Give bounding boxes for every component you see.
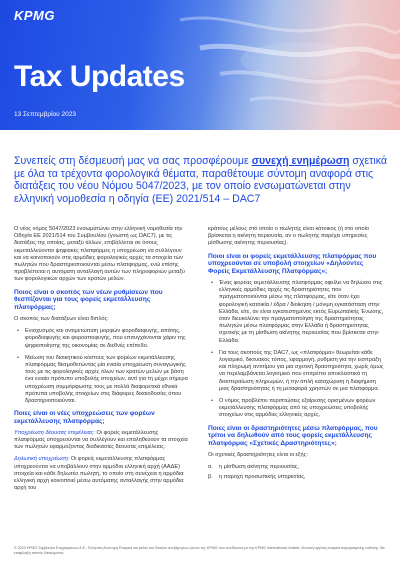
bullet-icon: • — [17, 328, 19, 335]
due-diligence-text: Οι φορείς εκμετάλλευσης πλατφόρμας υποχρεούνται να συλλέγουν και επαληθεύουν τα στοιχεία των πωλητών εφαρμόζοντας διαδικασίες δέουσας επιμέλειας. — [14, 429, 188, 451]
obligations-heading: Ποιες είναι οι νέες υποχρεώσεις των φορέων εκμετάλλευσης πλατφόρμας; — [14, 410, 155, 426]
purpose-intro: Ο σκοπός των διατάξεων είναι διπλός: — [14, 316, 109, 323]
kpmg-logo: KPMG — [14, 8, 55, 23]
list-item — [208, 474, 384, 481]
lead-text-start: Συνεπείς στη δέσμευσή μας να σας προσφέρουμε — [14, 155, 252, 167]
purpose-heading: Ποιος είναι ο σκοπός των νέων ρυθμίσεων που θεσπίζονται για τους φορείς εκμετάλλευσης πλατφόρμας; — [14, 288, 163, 312]
purpose-bullet-1: Ενισχυσμός και αντιμετώπιση μορφών φοροδιαφυγής, απάτης, φοροδιαφυγής και φοροαποφυγής, που επιτυγχάνονται χάριν της ψηφιοποίησης της οικονομίας σε διεθνές επίπεδο. — [25, 328, 186, 349]
list-item — [208, 350, 384, 393]
purpose-bullet-2: Μείωση του διοικητικού κόστους των φορέων εκμετάλλευσης πλατφόρμας θεσμοθετώντας μία ενιαία υποχρέωση συναγωγικής τους με τις φορολογικές αρχές όλων των κρατών μελών με βάση ένα ενιαίο πρότυπο υποβολής στοιχείων, αντί για τη μέχρι σήμερα υποχρέωση συμμόρφωσης τους με πολλά διαφορετικά εθνικά πρότυπα υποβολής στοιχείων στις διάφορες δικαιοδοσίες όπου δραστηριοποιούνται. — [25, 354, 188, 405]
due-diligence-paragraph — [14, 430, 190, 452]
reporting-label: Δηλωτική υποχρέωση: — [14, 456, 70, 463]
list-item — [208, 398, 384, 420]
operators-bullet-1: Ένας φορέας εκμετάλλευσης πλατφόρμας οφείλει να δηλώσει στις ελληνικές αρμόδιες αρχές τις δραστηριότητες που πραγματοποιούνται μέσω της πλατφόρμας, είτε όταν έχει φορολογική κατοικία / έδρα / διοίκηση / μόνιμη εγκατάσταση στην Ελλάδα, είτε, αν είναι εγκατεστημένος εκτός Ευρωπαϊκής Ένωσης, όταν διευκολύνει την πραγματοποίηση της δραστηριότητας πωλητών μέσω πλατφόρμας στην Ελλάδα ή δραστηριότητας σχετικής με τη μίσθωση ακίνητης περιουσίας που βρίσκεται στην Ελλάδα. — [219, 280, 384, 344]
page-title: Tax Updates — [14, 60, 185, 93]
activities-intro: Οι σχετικές δραστηριότητες είναι οι εξής: — [208, 452, 308, 459]
header-banner — [0, 0, 400, 130]
list-letter: β. — [208, 474, 213, 481]
reporting-operators-heading: Ποιοι είναι οι φορείς εκμετάλλευσης πλατφόρμας που υποχρεούνται σε υποβολή στοιχείων «Δηλούντες Φορείς Εκμετάλλευσης Πλατφόρμας»; — [208, 252, 377, 276]
list-letter: α. — [208, 464, 213, 471]
relevant-activities-heading: Ποιες είναι οι δραστηριότητες μέσω πλατφόρμας, που τρίτοι να δηλωθούν από τους φορείς εκμετάλλευσης πλατφόρμας «Σχετικές Δραστηριότητες»; — [208, 424, 378, 448]
copyright-footer: © 2023 KPMG Σύμβουλοι Επιχειρήσεων Α.Ε., Ελληνική Ανώνυμη Εταιρεία και μέλος του δικτύου ανεξάρτητων μελών της KPMG που συνδέονται με την KPMG International Limited, ιδιωτική αγγλική εταιρεία περιορισμένης ευθύνης. Με επιφύλαξη παντός δικαιώματος. — [14, 546, 385, 555]
list-item — [14, 355, 190, 405]
intro-paragraph: Ο νέος νόμος 5047/2023 ενσωματώνει στην ελληνική νομοθεσία την Οδηγία ΕΕ 2021/514 του Συμβουλίου (γνωστή ως DAC7), με τις διατάξεις της οποίας, μεταξύ άλλων, επιβάλλεται σε όσους εκμεταλλεύονται ψηφιακές πλατφόρμες η υποχρέωση να συλλέγουν και να κοινοποιούν στις αρμόδιες φορολογικές αρχές τα στοιχεία των πωλητών που δραστηριοποιούνται μέσω πλατφορμας, ενώ επίσης προβλέπεται η αυτόματη ανταλλαγή αυτών των πληροφοριών μεταξύ των φορολογικών αρχών των κρατών μελών. — [14, 226, 185, 283]
continuous-update-link[interactable]: συνεχή ενημέρωση — [251, 155, 350, 167]
right-column — [208, 226, 384, 485]
list-item — [208, 280, 384, 345]
publication-date: 13 Σεπτεμβρίου 2023 — [14, 111, 76, 118]
continuation-paragraph: κράτους μέλους στο οποίο ο πωλητής είναι κάτοικος (ή στο οποίο βρίσκεται η ακίνητη περιουσία, αν ο πωλητής παρέχει υπηρεσίες μίσθωσης ακίνητης περιουσίας). — [208, 226, 370, 247]
bullet-icon: • — [211, 349, 213, 356]
operators-bullet-2: Για τους σκοπούς της DAC7, ως «πλατφόρμα» θεωρείται κάθε λογισμικό, δικτυακός τόπος, εφαρμογή, ρυθμιση για την εισπραξη και πληρωμή αντιτίμου για μια σχετική δραστηριότητα, χωρίς όμως να περιλαμβάνεται λογισμικό που επιτρέπει αποκλειστικά τη διεκπεραίωση πληρωμών, ή την απλή καταχώριση ή διαφήμιση μιας δραστηριότητας ή τη μεταφορά χρηστών σε μια πλατφόρμα. — [219, 349, 384, 392]
list-item — [208, 464, 384, 471]
reporting-text: Οι φορείς εκμετάλλευσης πλατφόρμας υποχρεούνται να υποβάλλουν στην αρμόδια ελληνική αρχή (ΑΑΔΕ) στοιχεία και κάθε δηλωτέο πωλητή, το οποίο στη συνέχεια η αρμόδια ελληνική αρχή κοινοποιεί μέσω αυτόματης ανταλλαγής στην αρμόδια αρχή του — [14, 456, 184, 492]
activity-2: η παροχή προσωπικής υπηρεσίας, — [219, 474, 306, 481]
bullet-icon: • — [17, 354, 19, 361]
lead-text-end: σχετικά με όλα τα τρέχοντα φορολογικά θέματα, παραθέτουμε σύντομη αναφορά στις διατάξεις του νέου Νόμου 5047/2023, με τον οποίο ενσωματώνεται στην ελληνική νομοθεσία η οδηγία (ΕΕ) 2021/514 – DAC7 — [14, 155, 388, 205]
operators-bullet-3: Ο νόμος προβλέπει περιπτώσεις εξαίρεσης ορισμένων φορέων εκμετάλλευσης πλατφόρμας από τις υποχρεώσεις υποβολής στοιχείων στις αρμόδιες ελληνικές αρχές. — [219, 398, 376, 419]
reporting-paragraph — [14, 456, 190, 492]
left-column — [14, 226, 190, 497]
activity-1: η μίσθωση ακίνητης περιουσίας, — [219, 464, 300, 471]
due-diligence-label: Υποχρέωση δέουσας επιμέλειας: — [14, 429, 95, 436]
list-item — [14, 328, 190, 350]
bullet-icon: • — [211, 398, 213, 405]
lead-paragraph — [14, 155, 388, 205]
bullet-icon: • — [211, 280, 213, 286]
